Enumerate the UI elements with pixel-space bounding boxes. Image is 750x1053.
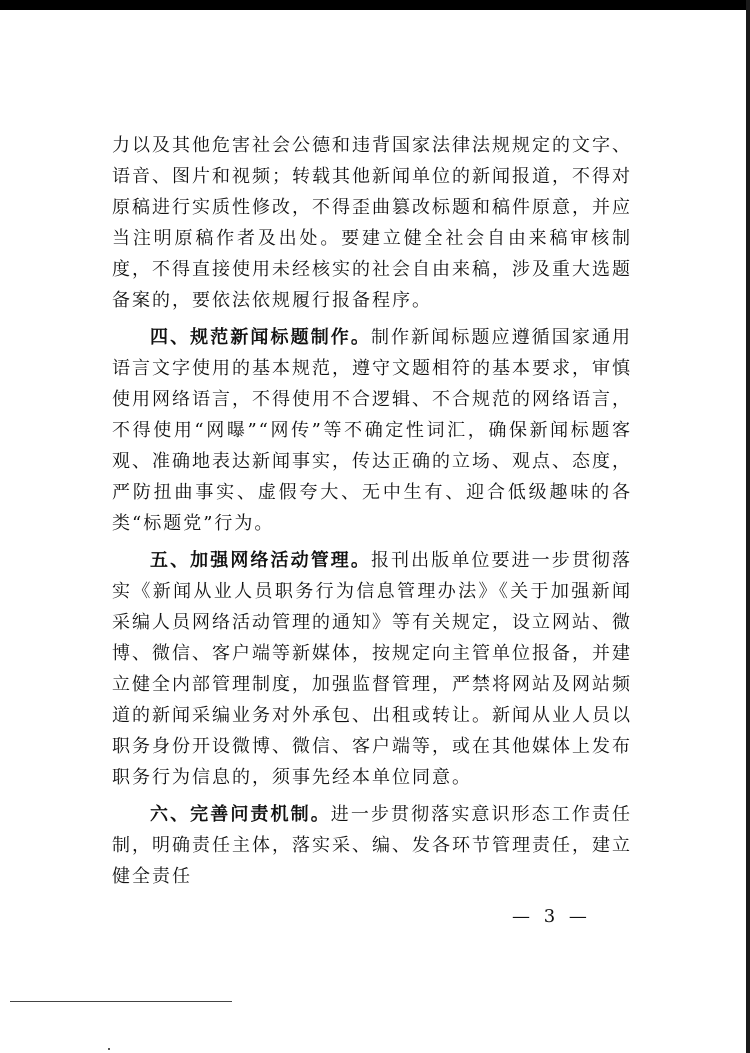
paragraph-continuation: [112, 130, 632, 316]
paragraph-section-5: [112, 545, 632, 793]
paragraph-text: 报刊出版单位要进一步贯彻落实《新闻从业人员职务行为信息管理办法》《关于加强新闻采编人员网络活动管理的通知》等有关规定，设立网站、微博、微信、客户端等新媒体，按规定向主管单位报备，并建立健全内部管理制度，加强监督管理，严禁将网站及网站频道的新闻采编业务对外承包、出租或转让。新闻从业人员以职务身份开设微博、微信、客户端等，或在其他媒体上发布职务行为信息的，须事先经本单位同意。: [112, 550, 633, 788]
paragraph-text: 进一步贯彻落实意识形态工作责任制，明确责任主体，落实采、编、发各环节管理责任，建立健全责任: [112, 804, 633, 887]
page-number: — 3 —: [512, 906, 591, 927]
paragraph-text: 力以及其他危害社会公德和违背国家法律法规规定的文字、语音、图片和视频；转载其他新闻单位的新闻报道，不得对原稿进行实质性修改，不得歪曲篡改标题和稿件原意，并应当注明原稿作者及出处。要建立健全社会自由来稿审核制度，不得直接使用未经核实的社会自由来稿，涉及重大选题备案的，要依法依规履行报备程序。: [112, 135, 632, 311]
section-heading: 五、加强网络活动管理。: [150, 550, 371, 571]
document-body: [112, 130, 632, 898]
paragraph-section-4: [112, 322, 632, 539]
scan-border-right: [746, 0, 750, 1053]
section-heading: 四、规范新闻标题制作。: [150, 327, 371, 348]
paragraph-text: 制作新闻标题应遵循国家通用语言文字使用的基本规范，遵守文题相符的基本要求，审慎使用网络语言，不得使用不合逻辑、不合规范的网络语言，不得使用“网曝”“网传”等不确定性词汇，确保新闻标题客观、准确地表达新闻事实，传达正确的立场、观点、态度，严防扭曲事实、虚假夸大、无中生有、迎合低级趣味的各类“标题党”行为。: [112, 327, 633, 534]
footer-rule: [10, 1001, 232, 1002]
section-heading: 六、完善问责机制。: [150, 804, 331, 825]
scan-speck: [108, 1048, 110, 1050]
scan-border-top: [0, 0, 750, 10]
paragraph-section-6: [112, 799, 632, 892]
